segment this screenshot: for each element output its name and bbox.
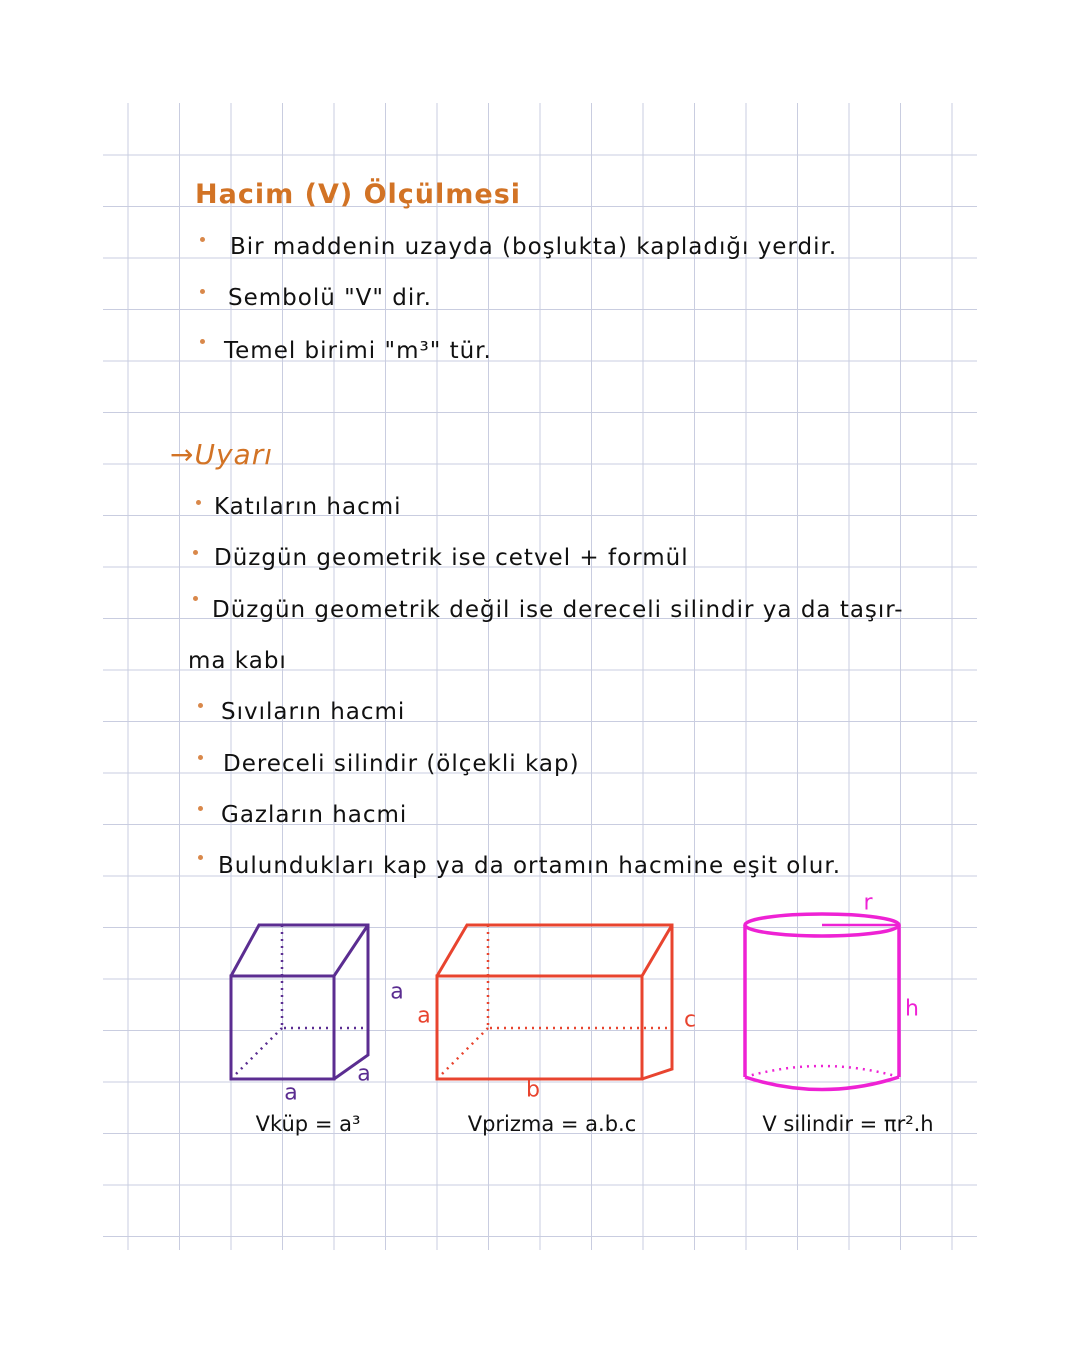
note-line: Gazların hacmi (221, 802, 408, 828)
cube-drawing (231, 925, 368, 1079)
note-line: Düzgün geometrik ise cetvel + formül (214, 545, 689, 571)
cube-label-height: a (390, 979, 404, 1005)
unit-line: Temel birimi "m³" tür. (224, 338, 492, 364)
cube-label-depth: a (357, 1061, 371, 1087)
symbol-line: Sembolü "V" dir. (228, 285, 432, 311)
warning-title: Uyarı (194, 438, 273, 471)
cylinder-label-radius: r (863, 890, 873, 916)
note-line: Katıların hacmi (214, 494, 402, 520)
note-line: ma kabı (188, 648, 287, 674)
cube-label-width: a (284, 1080, 298, 1106)
heading: Hacim (V) Ölçülmesi (195, 179, 522, 210)
prism-label-height: a (417, 1003, 431, 1029)
note-line: Dereceli silindir (ölçekli kap) (223, 751, 580, 777)
cylinder-drawing (745, 914, 899, 1090)
arrow-icon: → (170, 438, 195, 471)
definition-line: Bir maddenin uzayda (boşlukta) kapladığı yerdir. (230, 234, 838, 260)
note-line: Sıvıların hacmi (221, 699, 406, 725)
cylinder-label-height: h (905, 996, 919, 1022)
cube-formula: Vküp = a³ (255, 1112, 361, 1136)
cylinder-formula: V silindir = πr².h (762, 1112, 934, 1136)
prism-formula: Vprizma = a.b.c (467, 1112, 637, 1136)
prism-drawing (437, 925, 672, 1079)
note-line: Bulundukları kap ya da ortamın hacmine eşit olur. (218, 853, 842, 879)
note-line: Düzgün geometrik değil ise dereceli silindir ya da taşır- (212, 597, 904, 623)
prism-label-depth: c (683, 1007, 697, 1033)
prism-label-width: b (526, 1077, 540, 1103)
